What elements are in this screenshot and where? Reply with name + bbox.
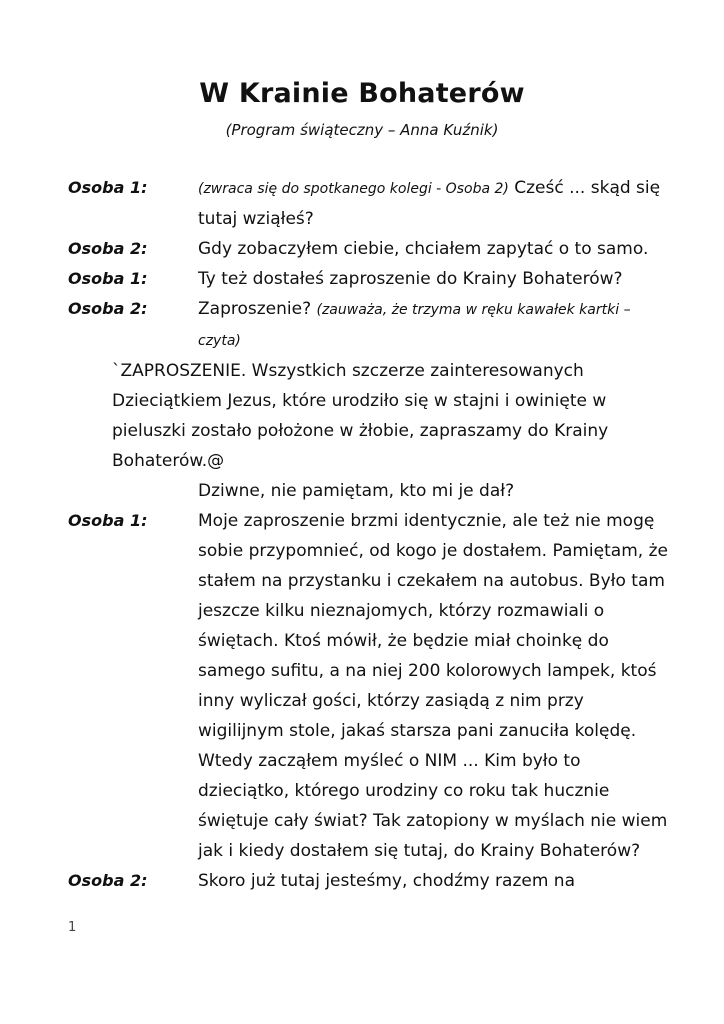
line-text: Gdy zobaczyłem ciebie, chciałem zapytać o to samo.: [198, 239, 649, 259]
line-text: Cześć ... skąd się tutaj wziąłeś?: [198, 178, 661, 229]
continuation-text: Dziwne, nie pamiętam, kto mi je dał?: [198, 481, 515, 501]
page-number: 1: [68, 920, 77, 935]
dialogue-entry: [68, 173, 668, 234]
speech-text: [198, 294, 668, 356]
line-text: Moje zaproszenie brzmi identycznie, ale też nie mogę sobie przypomnieć, od kogo je dostałem. Pamiętam, że stałem na przystanku i czekałem na autobus. Było tam jeszcze kilku nieznajomych, którzy rozmawiali o świętach. Ktoś mówił, że będzie miał choinkę do samego sufitu, a na niej 200 kolorowych lampek, ktoś inny wyliczał gości, którzy zasiądą z nim przy wigilijnym stole, jakaś starsza pani zanuciła kolędę. Wtedy zacząłem myśleć o NIM ... Kim było to dzieciątko, którego urodziny co roku tak hucznie świętuje cały świat? Tak zatopiony w myślach nie wiem jak i kiedy dostałem się tutaj, do Krainy Bohaterów?: [198, 511, 668, 861]
speaker-label: Osoba 2:: [68, 299, 148, 318]
dialogue-entry: [68, 294, 668, 356]
stage-direction: (zauważa, że trzyma w ręku kawałek kartki – czyta): [198, 302, 631, 349]
dialogue-entry: [68, 866, 668, 896]
speaker-label: Osoba 1:: [68, 511, 148, 530]
line-text: Zaproszenie?: [198, 299, 312, 319]
speaker-label: Osoba 1:: [68, 178, 148, 197]
speaker-label: Osoba 2:: [68, 871, 148, 890]
line-text: Skoro już tutaj jesteśmy, chodźmy razem na: [198, 871, 575, 891]
stage-direction: (zwraca się do spotkanego kolegi - Osoba 2): [198, 181, 509, 197]
speech-text: [198, 506, 668, 866]
dialogue-entry: [68, 506, 668, 866]
invitation-quote: `ZAPROSZENIE. Wszystkich szczerze zainteresowanych Dzieciątkiem Jezus, które urodziło się w stajni i owinięte w pieluszki zostało położone w żłobie, zapraszamy do Krainy Bohaterów.@: [112, 361, 609, 471]
dialogue: [68, 173, 668, 896]
line-text: Ty też dostałeś zaproszenie do Krainy Bohaterów?: [198, 269, 623, 289]
speech-text: [198, 264, 668, 294]
dialogue-entry: [68, 264, 668, 294]
speaker-label: Osoba 2:: [68, 239, 148, 258]
speech-text: [198, 234, 668, 264]
page-subtitle: (Program świąteczny – Anna Kuźnik): [225, 121, 499, 139]
speech-text: [198, 173, 668, 234]
speech-text: [198, 866, 668, 896]
page-title: W Krainie Bohaterów: [199, 78, 525, 109]
dialogue-entry: [68, 234, 668, 264]
speaker-label: Osoba 1:: [68, 269, 148, 288]
